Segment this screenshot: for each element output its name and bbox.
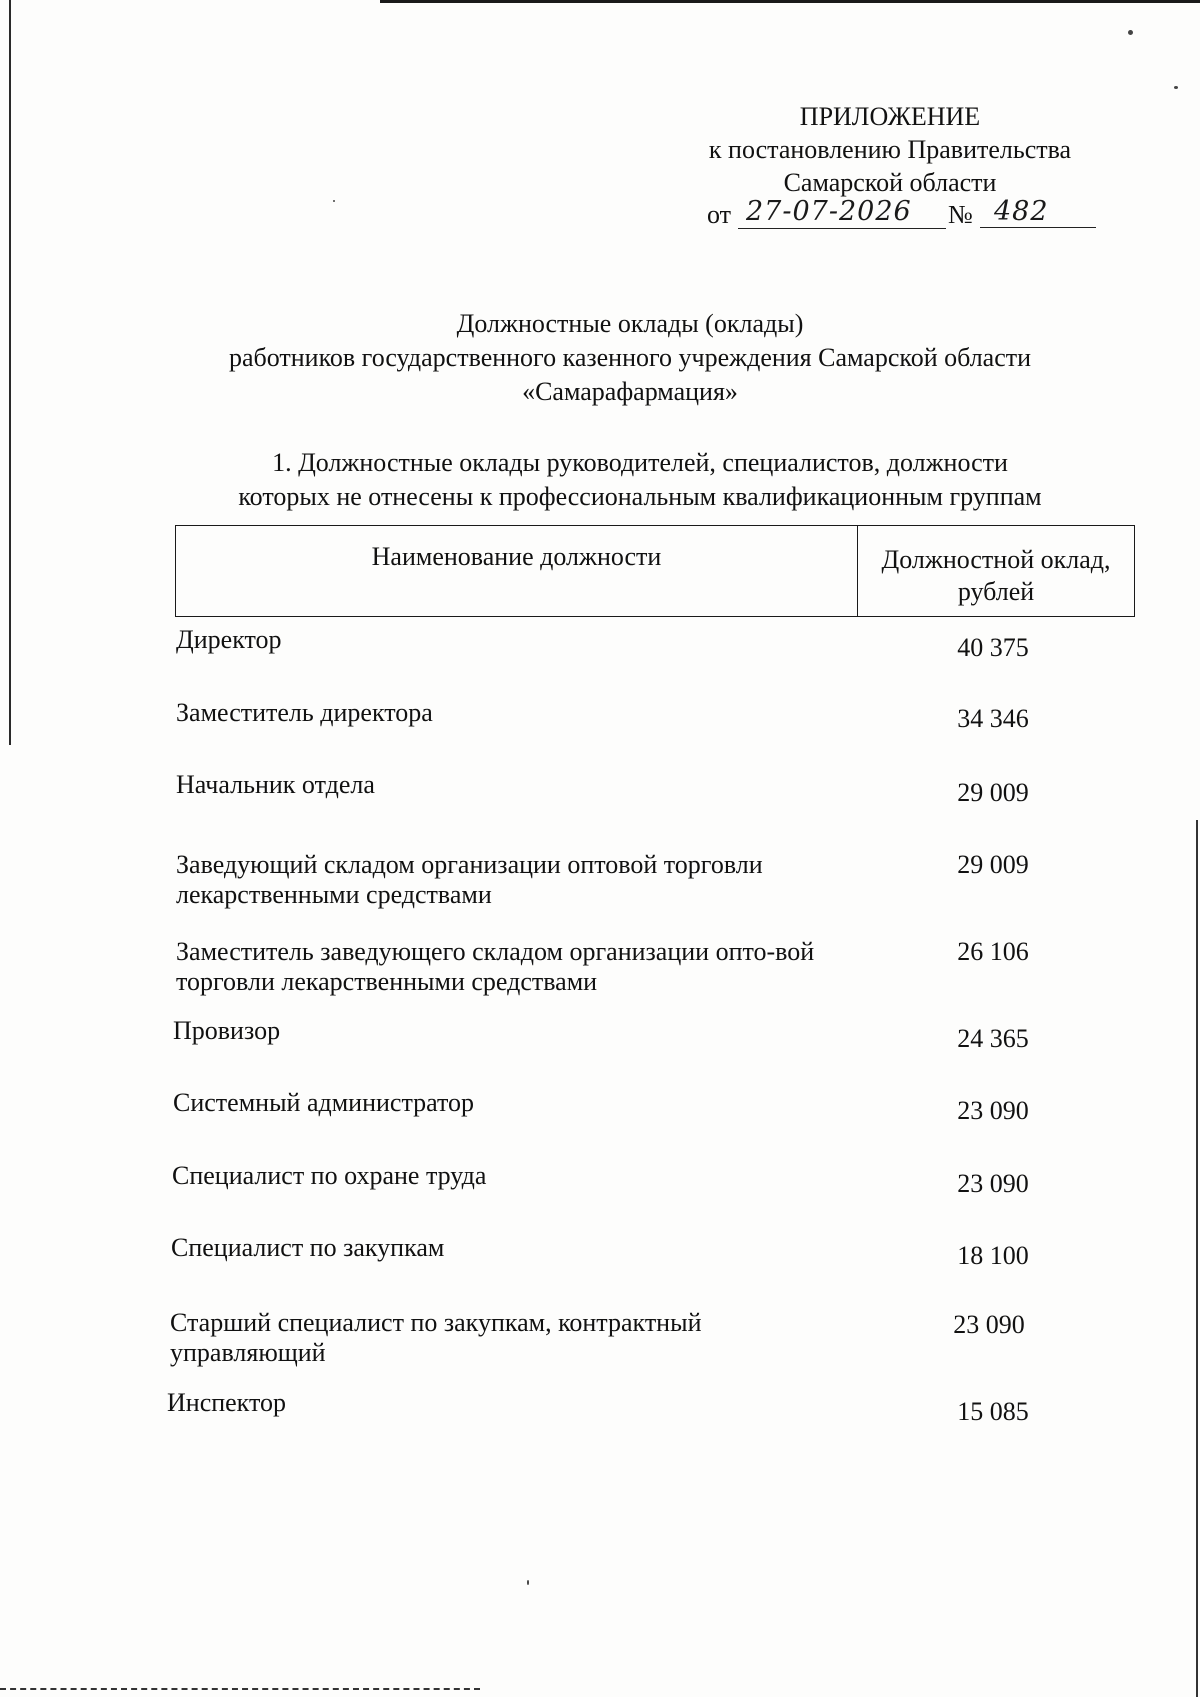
table-row [170, 850, 1130, 912]
position-name: Заместитель заведующего складом организации опто-вой торговли лекарственными средствами [176, 937, 815, 996]
table-row [170, 1088, 1130, 1158]
section-title [200, 446, 1080, 514]
position-name: Специалист по охране труда [172, 1161, 487, 1190]
scan-speck [333, 200, 335, 202]
document-title-line-2: работников государственного казенного учреждения Самарской области [228, 343, 1032, 372]
document-title-line-3: «Самарафармация» [522, 377, 738, 406]
table-row [170, 1161, 1130, 1231]
salary-value: 24 365 [957, 1024, 1029, 1053]
position-name: Заместитель директора [176, 698, 433, 727]
appendix-line-1: к постановлению Правительства [708, 135, 1072, 164]
header-salary [858, 526, 1134, 616]
header-salary-line-1: Должностной оклад, [881, 545, 1111, 574]
salary-value: 26 106 [957, 937, 1029, 966]
position-name: Директор [176, 625, 282, 654]
scan-edge-right [1196, 820, 1198, 1697]
handwritten-number: 482 [980, 196, 1096, 228]
position-name: Системный администратор [173, 1088, 475, 1117]
salary-value: 40 375 [957, 633, 1029, 662]
scan-speck [527, 1580, 529, 1585]
salary-value: 29 009 [957, 778, 1029, 807]
salary-value: 29 009 [957, 850, 1029, 879]
table-row [167, 1388, 1130, 1458]
position-name: Начальник отдела [176, 770, 375, 799]
document-title [190, 307, 1070, 409]
table-row [170, 1308, 1130, 1370]
header-position-name: Наименование должности [176, 526, 858, 616]
scan-edge-bottom [0, 1688, 480, 1690]
table-row [170, 1016, 1130, 1086]
salary-value: 23 090 [957, 1169, 1029, 1198]
document-title-line-1: Должностные оклады (оклады) [456, 309, 804, 338]
date-prefix: от [707, 200, 732, 229]
position-name: Специалист по закупкам [171, 1233, 445, 1262]
number-label: № [948, 200, 973, 229]
salary-value: 15 085 [957, 1397, 1029, 1426]
salary-value: 23 090 [953, 1310, 1025, 1339]
section-title-line-2: которых не отнесены к профессиональным квалификационным группам [238, 482, 1042, 511]
table-header [175, 525, 1135, 617]
handwritten-date: 27-07-2026 [738, 196, 946, 229]
position-name: Инспектор [167, 1388, 286, 1417]
table-row [170, 698, 1130, 768]
position-name: Старший специалист по закупкам, контрактный управляющий [170, 1308, 702, 1367]
table-row [170, 1233, 1130, 1303]
scan-speck [1128, 30, 1133, 35]
table-row [170, 937, 1130, 999]
salary-value: 18 100 [957, 1241, 1029, 1270]
table-row [170, 625, 1130, 695]
appendix-line-2: Самарской области [783, 168, 997, 197]
appendix-heading: ПРИЛОЖЕНИЕ [799, 102, 981, 131]
table-row [170, 770, 1130, 840]
scan-edge-top [380, 0, 1200, 3]
scan-speck [1174, 86, 1178, 89]
salary-value: 34 346 [957, 704, 1029, 733]
salary-value: 23 090 [957, 1096, 1029, 1125]
scan-edge-left [9, 0, 11, 745]
position-name: Заведующий складом организации оптовой торговли лекарственными средствами [176, 850, 763, 909]
position-name: Провизор [173, 1016, 281, 1045]
appendix-block [650, 100, 1130, 199]
header-salary-line-2: рублей [957, 577, 1035, 606]
section-title-line-1: 1. Должностные оклады руководителей, специалистов, должности [272, 448, 1008, 477]
